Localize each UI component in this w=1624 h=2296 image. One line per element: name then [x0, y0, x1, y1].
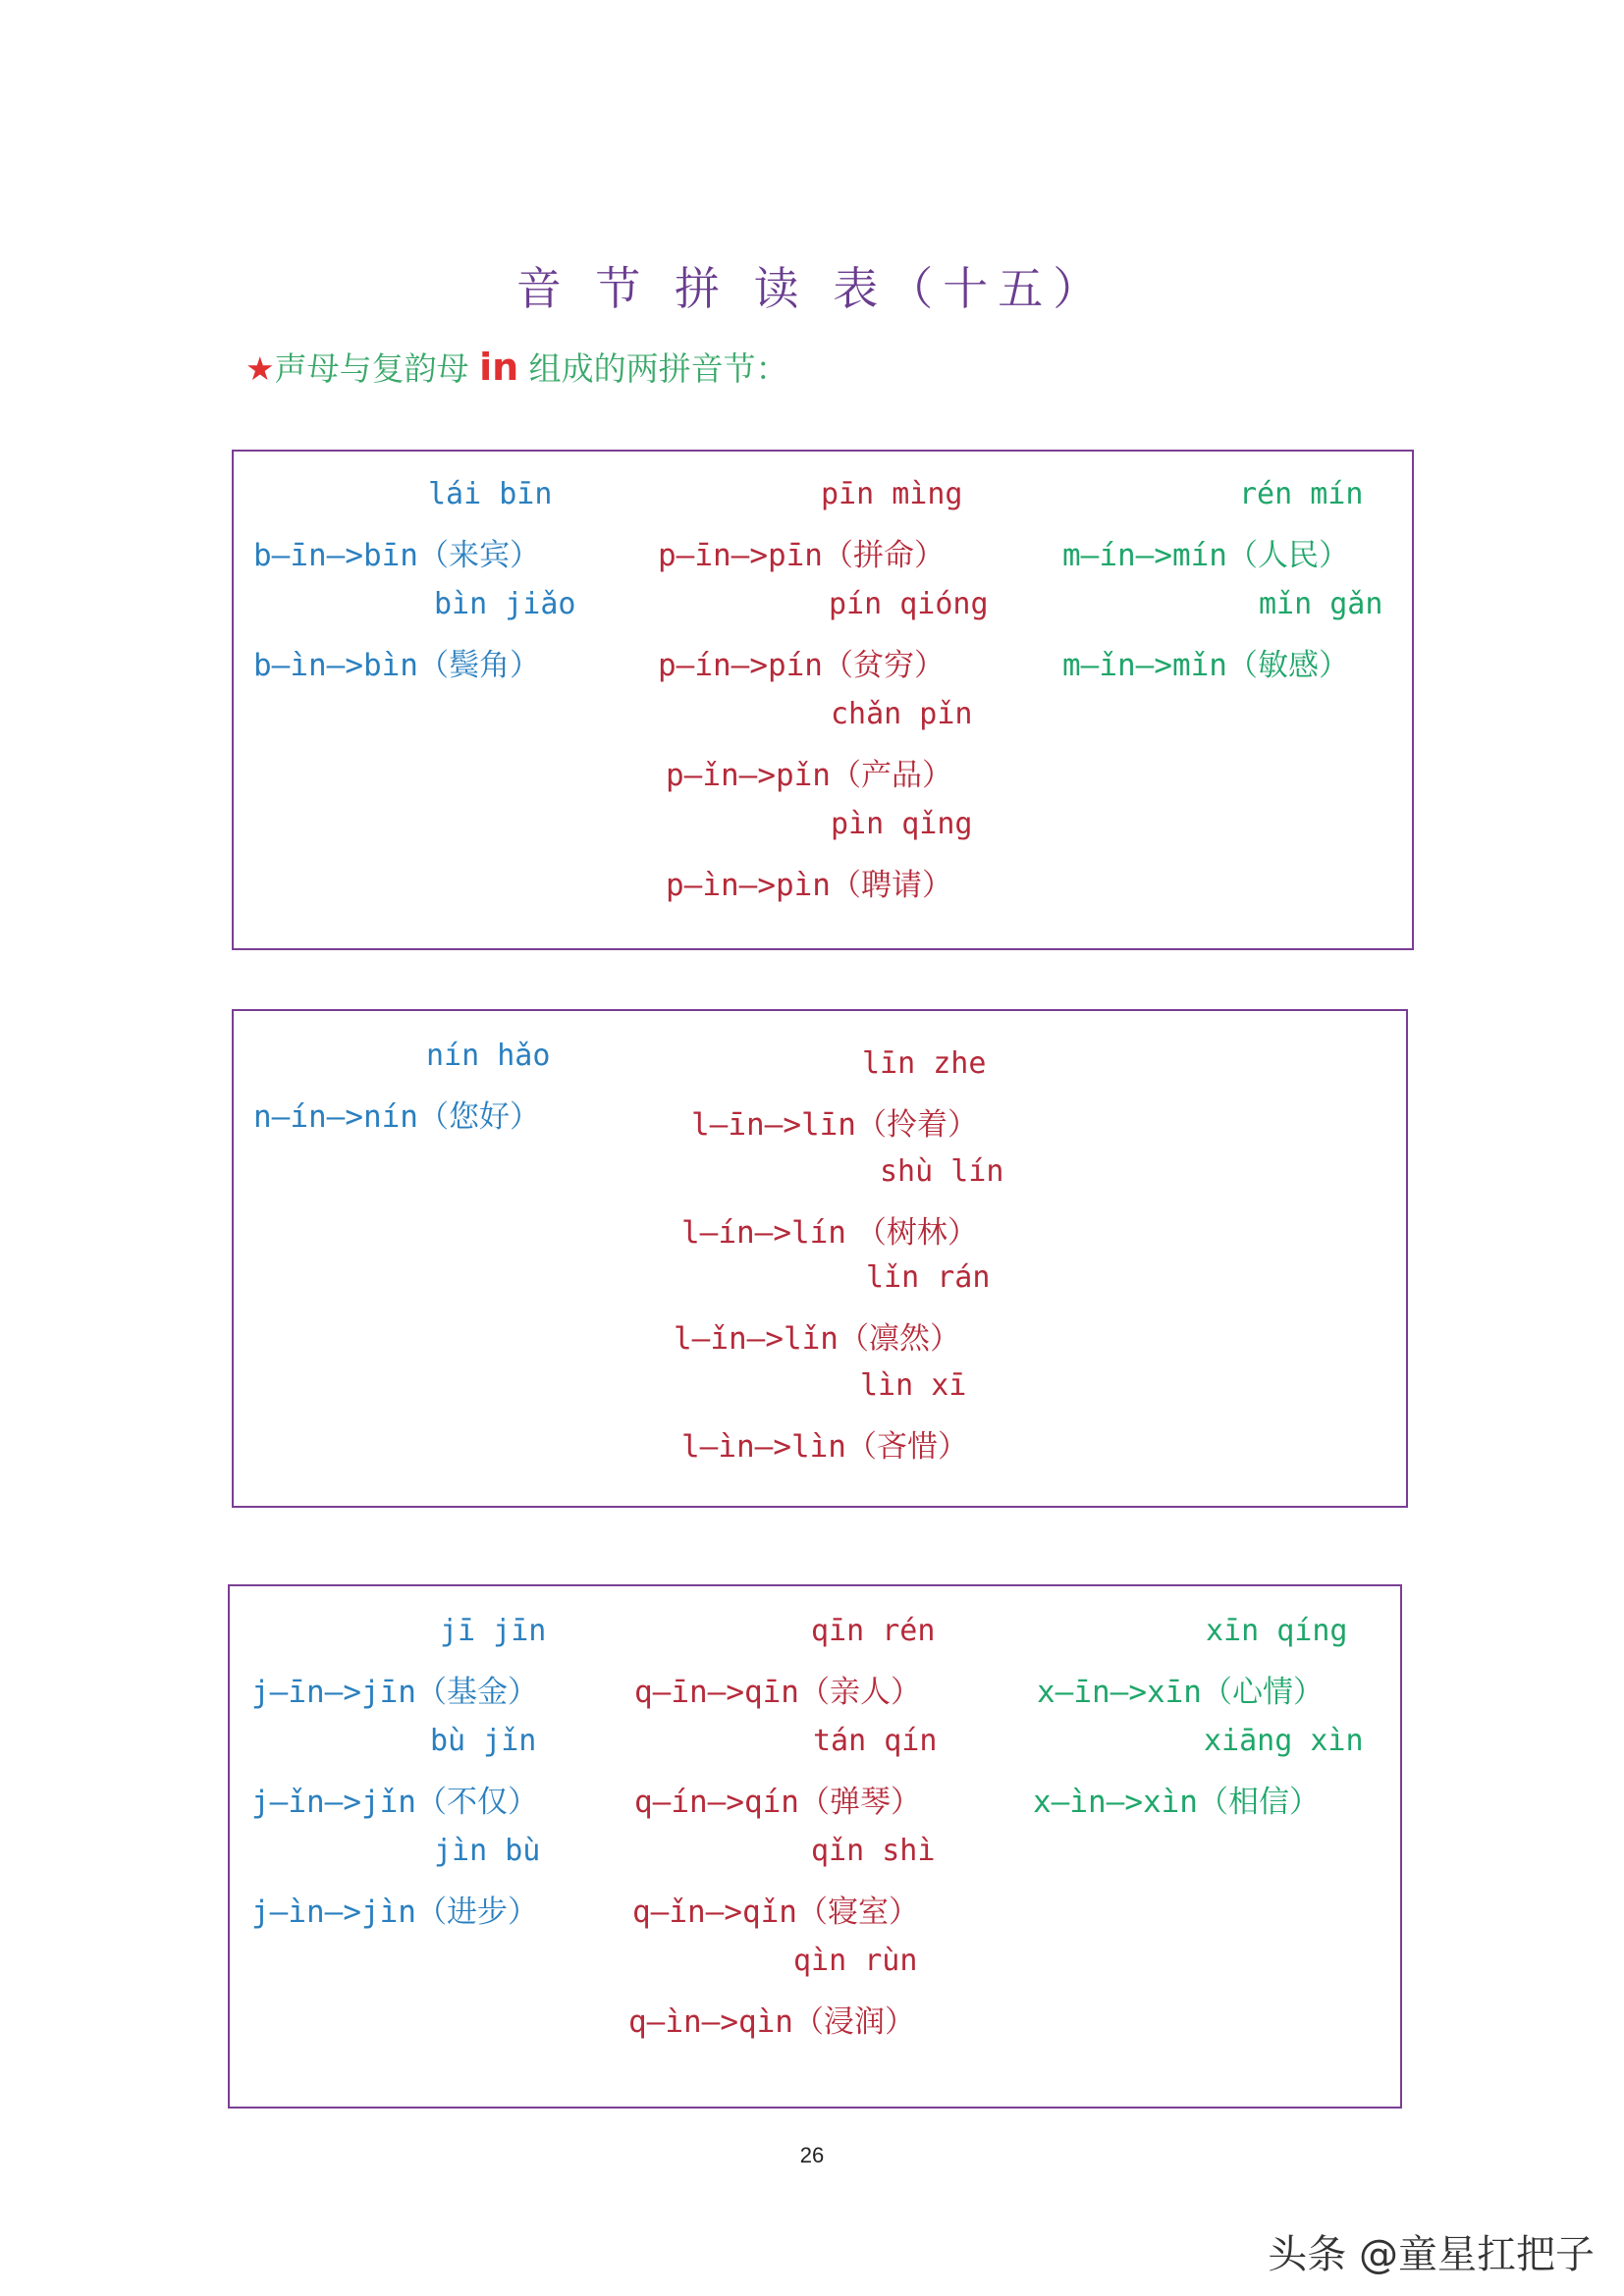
pinyin-label: qǐn shì — [811, 1834, 936, 1868]
syllable-formula — [1062, 530, 1349, 574]
pinyin-label: pín qióng — [829, 587, 989, 621]
formula-text: p—ín—>pín — [658, 648, 823, 683]
syllable-formula — [251, 1667, 538, 1711]
word-text: （人民） — [1226, 538, 1349, 573]
word-text: （敏感） — [1226, 648, 1349, 683]
pinyin-label: xiāng xìn — [1204, 1724, 1364, 1758]
pinyin-label: jìn bù — [434, 1834, 541, 1868]
section-subtitle — [245, 344, 788, 390]
subtitle-text-after: 组成的两拼音节： — [518, 349, 788, 388]
pinyin-label: qìn rùn — [793, 1944, 918, 1978]
word-text: （贫穷） — [822, 648, 945, 683]
subtitle-text-before: 声母与复韵母 — [274, 349, 480, 388]
syllable-formula — [681, 1207, 978, 1252]
formula-text: j—ìn—>jìn — [251, 1895, 416, 1930]
formula-text: j—ǐn—>jǐn — [251, 1785, 416, 1820]
word-text: （弹琴） — [798, 1785, 921, 1820]
syllable-formula — [253, 530, 540, 574]
word-text: （树林） — [845, 1215, 978, 1251]
pinyin-label: jī jīn — [440, 1614, 547, 1648]
syllable-formula — [691, 1099, 978, 1144]
formula-text: q—īn—>qīn — [634, 1675, 799, 1710]
word-text: （基金） — [415, 1675, 538, 1710]
pinyin-label: mǐn gǎn — [1259, 587, 1383, 621]
word-text: （吝惜） — [845, 1429, 968, 1465]
syllable-formula — [632, 1887, 919, 1931]
syllable-formula — [674, 1313, 960, 1358]
formula-text: b—īn—>bīn — [253, 538, 418, 573]
syllable-formula — [1037, 1667, 1324, 1711]
pinyin-label: lái bīn — [428, 477, 553, 511]
page-number: 26 — [799, 2143, 825, 2167]
formula-text: p—ǐn—>pǐn — [666, 758, 831, 793]
pinyin-label: nín hǎo — [426, 1039, 551, 1073]
syllable-formula — [658, 640, 945, 684]
syllable-formula — [1033, 1777, 1320, 1821]
syllable-formula — [253, 1092, 540, 1136]
formula-text: x—ìn—>xìn — [1033, 1785, 1198, 1820]
formula-text: p—ìn—>pìn — [666, 868, 831, 903]
word-text: （来宾） — [417, 538, 540, 573]
pinyin-label: qīn rén — [811, 1614, 936, 1648]
pinyin-label: pīn mìng — [821, 477, 963, 511]
formula-text: x—īn—>xīn — [1037, 1675, 1202, 1710]
word-text: （亲人） — [798, 1675, 921, 1710]
formula-text: n—ín—>nín — [253, 1099, 418, 1135]
word-text: （凛然） — [838, 1321, 960, 1357]
syllable-formula — [666, 750, 952, 794]
formula-text: q—ǐn—>qǐn — [632, 1895, 797, 1930]
syllable-formula — [251, 1777, 538, 1821]
formula-text: l—īn—>līn — [691, 1107, 856, 1143]
syllable-formula — [628, 1997, 915, 2041]
word-text: （拎着） — [855, 1107, 978, 1143]
word-text: （进步） — [415, 1895, 538, 1930]
word-text: （不仅） — [415, 1785, 538, 1820]
pinyin-label: chǎn pǐn — [831, 697, 973, 731]
pinyin-label: līn zhe — [862, 1046, 987, 1081]
pinyin-label: shù lín — [880, 1154, 1004, 1189]
syllable-formula — [634, 1667, 921, 1711]
pinyin-label: bìn jiǎo — [434, 587, 576, 621]
syllable-formula — [666, 860, 952, 904]
word-text: （心情） — [1201, 1675, 1324, 1710]
formula-text: p—īn—>pīn — [658, 538, 823, 573]
pinyin-label: pìn qǐng — [831, 807, 973, 841]
page-title: 音 节 拼 读 表（十五） — [515, 262, 1109, 315]
formula-text: j—īn—>jīn — [251, 1675, 416, 1710]
syllable-formula — [1062, 640, 1349, 684]
word-text: （相信） — [1197, 1785, 1320, 1820]
syllable-formula — [251, 1887, 538, 1931]
syllable-formula — [658, 530, 945, 574]
word-text: （产品） — [830, 758, 952, 793]
pinyin-label: bù jǐn — [430, 1724, 537, 1758]
formula-text: q—ìn—>qìn — [628, 2004, 793, 2040]
formula-text: m—ín—>mín — [1062, 538, 1227, 573]
formula-text: b—ìn—>bìn — [253, 648, 418, 683]
word-text: （鬓角） — [417, 648, 540, 683]
pinyin-label: rén mín — [1239, 477, 1364, 511]
syllable-formula — [681, 1421, 968, 1466]
word-text: （浸润） — [792, 2004, 915, 2040]
formula-text: l—ǐn—>lǐn — [674, 1321, 839, 1357]
pinyin-label: lìn xī — [860, 1368, 967, 1403]
pinyin-label: xīn qíng — [1206, 1614, 1348, 1648]
formula-text: l—ìn—>lìn — [681, 1429, 846, 1465]
word-text: （寝室） — [796, 1895, 919, 1930]
pinyin-label: tán qín — [813, 1724, 938, 1758]
formula-text: l—ín—>lín — [681, 1215, 846, 1251]
star-icon: ★ — [245, 349, 275, 388]
subtitle-highlight: in — [479, 346, 519, 389]
pinyin-label: lǐn rán — [866, 1260, 991, 1295]
formula-text: q—ín—>qín — [634, 1785, 799, 1820]
word-text: （您好） — [417, 1099, 540, 1135]
watermark-text: 头条 @童星扛把子 — [1268, 2232, 1595, 2277]
syllable-formula — [634, 1777, 921, 1821]
syllable-formula — [253, 640, 540, 684]
formula-text: m—ǐn—>mǐn — [1062, 648, 1227, 683]
word-text: （拼命） — [822, 538, 945, 573]
word-text: （聘请） — [830, 868, 952, 903]
